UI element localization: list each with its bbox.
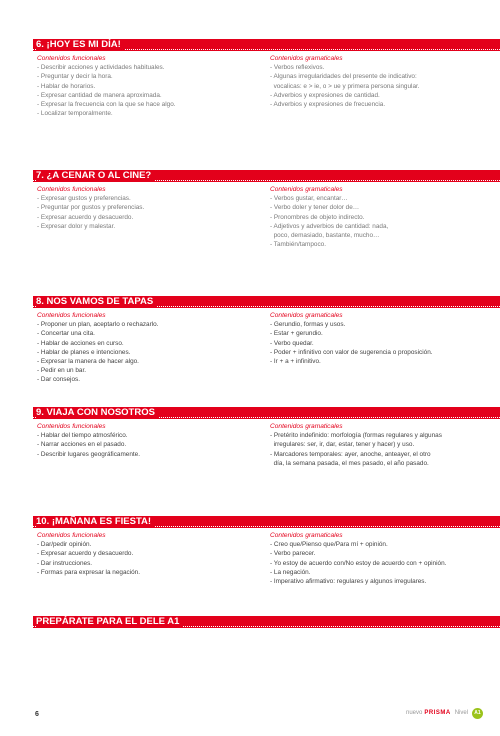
functional-column	[37, 422, 257, 459]
grammar-item: - Verbo parecer.	[270, 550, 316, 558]
grammar-item: poco, demasiado, bastante, mucho…	[270, 232, 380, 240]
functional-item: - Expresar la frecuencia con la que se hace algo.	[37, 101, 176, 109]
grammar-column	[270, 531, 485, 586]
functional-item: - Proponer un plan, aceptarlo o rechazarlo.	[37, 321, 159, 329]
functional-column	[37, 185, 257, 231]
unit-header-bar	[33, 516, 500, 528]
brand-name: PRISMA	[424, 710, 451, 716]
functional-item: - Expresar la manera de hacer algo.	[37, 358, 139, 366]
level-label: Nivel	[454, 710, 469, 716]
grammar-item: irregulares: ser, ir, dar, estar, tener y hacer) y uso.	[270, 441, 415, 449]
functional-item: - Expresar gustos y preferencias.	[37, 195, 131, 203]
functional-item: - Describir lugares geográficamente.	[37, 450, 141, 458]
grammar-item: - Pronombres de objeto indirecto.	[270, 213, 365, 221]
functional-item: - Expresar acuerdo y desacuerdo.	[37, 550, 134, 558]
grammar-item: - Verbos gustar, encantar…	[270, 195, 348, 203]
unit-8	[33, 296, 500, 384]
functional-item: - Narrar acciones en el pasado.	[37, 441, 127, 449]
unit-header-bar	[33, 296, 500, 308]
grammar-title: Contenidos gramaticales	[270, 312, 343, 319]
functional-item: - Dar consejos.	[37, 376, 80, 384]
grammar-title: Contenidos gramaticales	[270, 532, 343, 539]
unit-title: PREPÁRATE PARA EL DELE A1	[36, 616, 182, 627]
grammar-item: - Adverbios y expresiones de cantidad.	[270, 91, 380, 99]
functional-title: Contenidos funcionales	[37, 186, 106, 193]
functional-item: - Preguntar por gustos y preferencias.	[37, 204, 145, 212]
grammar-item: - Poder + infinitivo con valor de sugerencia o proposición.	[270, 348, 433, 356]
grammar-item: - Pretérito indefinido: morfología (formas regulares y algunas	[270, 432, 442, 440]
unit-header-bar	[33, 407, 500, 419]
grammar-item: - Marcadores temporales: ayer, anoche, anteayer, el otro	[270, 450, 431, 458]
dele-section	[33, 616, 500, 628]
grammar-item: - La negación.	[270, 568, 311, 576]
grammar-title: Contenidos gramaticales	[270, 186, 343, 193]
grammar-item: - Estar + gerundio.	[270, 330, 323, 338]
functional-item: - Pedir en un bar.	[37, 367, 87, 375]
grammar-item: día, la semana pasada, el mes pasado, el año pasado.	[270, 459, 429, 467]
grammar-title: Contenidos gramaticales	[270, 423, 343, 430]
grammar-item: - Ir + a + infinitivo.	[270, 358, 321, 366]
functional-item: - Hablar del tiempo atmosférico.	[37, 432, 128, 440]
functional-item: - Dar/pedir opinión.	[37, 541, 92, 549]
functional-item: - Hablar de horarios.	[37, 82, 96, 90]
page-number: 6	[35, 711, 39, 718]
functional-column	[37, 54, 257, 118]
grammar-item: - Verbos reflexivos.	[270, 64, 325, 72]
grammar-item: - Imperativo afirmativo: regulares y algunos irregulares.	[270, 578, 427, 586]
functional-title: Contenidos funcionales	[37, 55, 106, 62]
functional-item: - Localizar temporalmente.	[37, 110, 113, 118]
unit-header-bar	[33, 39, 500, 51]
unit-title: 7. ¿A CENAR O AL CINE?	[36, 170, 154, 181]
functional-column	[37, 531, 257, 577]
functional-title: Contenidos funcionales	[37, 423, 106, 430]
functional-item: - Describir acciones y actividades habituales.	[37, 64, 165, 72]
functional-title: Contenidos funcionales	[37, 312, 106, 319]
grammar-item: - Adverbios y expresiones de frecuencia.	[270, 101, 386, 109]
grammar-column	[270, 54, 485, 109]
functional-item: - Concertar una cita.	[37, 330, 95, 338]
functional-column	[37, 311, 257, 385]
brand-prefix: nuevo	[406, 710, 423, 716]
functional-item: - Hablar de acciones en curso.	[37, 339, 124, 347]
functional-item: - Hablar de planes e intenciones.	[37, 348, 131, 356]
grammar-item: - Gerundio, formas y usos.	[270, 321, 346, 329]
functional-item: - Expresar dolor y malestar.	[37, 222, 116, 230]
grammar-column	[270, 422, 485, 468]
functional-item: - Expresar cantidad de manera aproximada.	[37, 91, 162, 99]
unit-title: 6. ¡HOY ES MI DÍA!	[36, 39, 124, 50]
grammar-column	[270, 311, 485, 366]
functional-item: - Dar instrucciones.	[37, 559, 93, 567]
functional-item: - Preguntar y decir la hora.	[37, 73, 113, 81]
grammar-item: - Creo que/Pienso que/Para mí + opinión.	[270, 541, 388, 549]
unit-6	[33, 39, 500, 118]
level-badge: A1	[472, 708, 483, 719]
unit-10	[33, 516, 500, 586]
grammar-item: - Verbo doler y tener dolor de…	[270, 204, 360, 212]
grammar-title: Contenidos gramaticales	[270, 55, 343, 62]
grammar-item: - Adjetivos y adverbios de cantidad: nada,	[270, 222, 389, 230]
grammar-column	[270, 185, 485, 249]
grammar-item: - Yo estoy de acuerdo con/No estoy de acuerdo con + opinión.	[270, 559, 447, 567]
grammar-item: - Verbo quedar.	[270, 339, 314, 347]
grammar-item: - Algunas irregularidades del presente de indicativo:	[270, 73, 417, 81]
brand-logo	[406, 710, 468, 716]
unit-title: 9. VIAJA CON NOSOTROS	[36, 407, 158, 418]
functional-item: - Expresar acuerdo y desacuerdo.	[37, 213, 134, 221]
unit-9	[33, 407, 500, 467]
unit-header-bar	[33, 616, 500, 628]
unit-7	[33, 170, 500, 249]
unit-title: 10. ¡MAÑANA ES FIESTA!	[36, 516, 154, 527]
grammar-item: vocalicas: e > ie, o > ue y primera persona singular.	[270, 82, 420, 90]
functional-title: Contenidos funcionales	[37, 532, 106, 539]
unit-title: 8. NOS VAMOS DE TAPAS	[36, 296, 156, 307]
grammar-item: - También/tampoco.	[270, 241, 327, 249]
unit-header-bar	[33, 170, 500, 182]
functional-item: - Formas para expresar la negación.	[37, 568, 141, 576]
